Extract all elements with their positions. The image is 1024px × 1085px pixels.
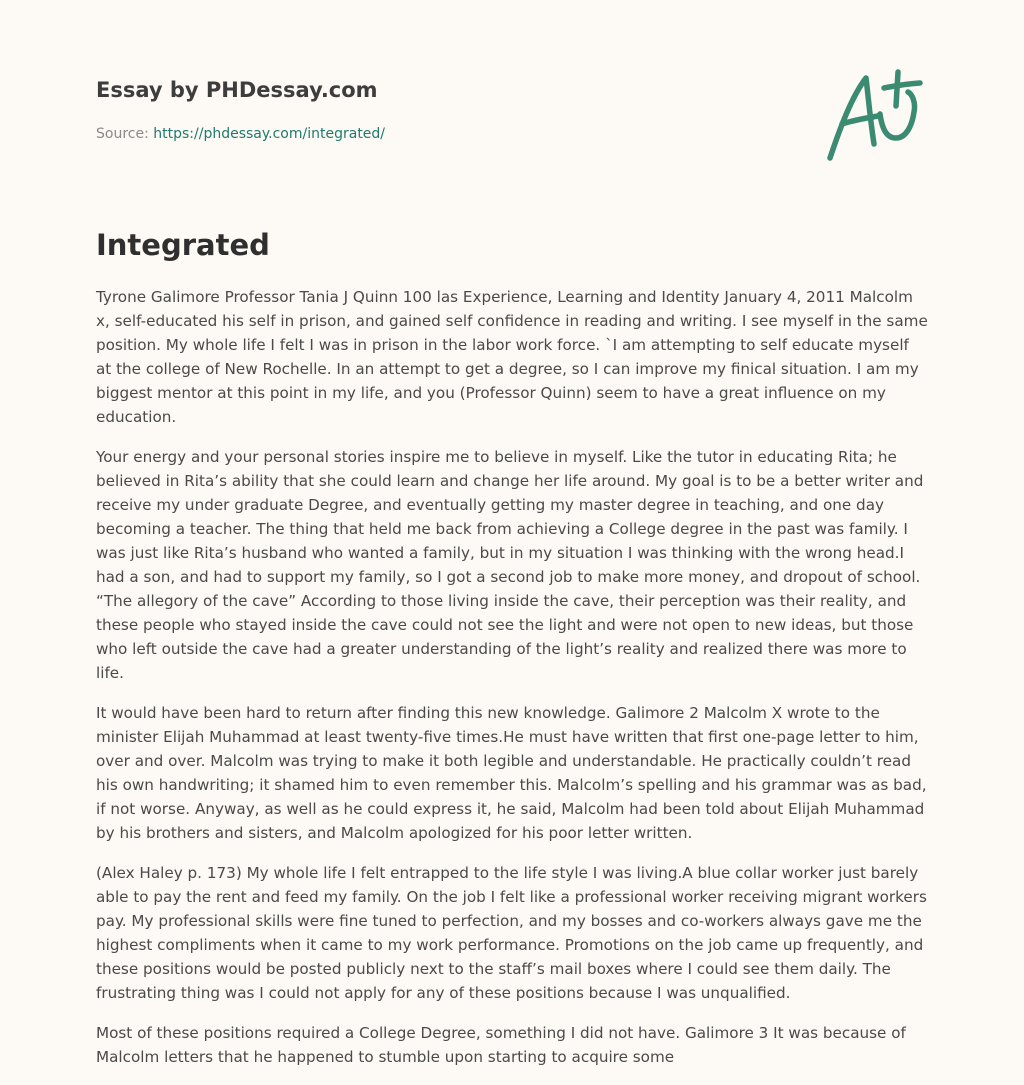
essay-paragraph: Tyrone Galimore Professor Tania J Quinn 100 las Experience, Learning and Identity January 4, 2011 Malcolm x, self-educated his self in prison, and gained self confidence in reading and writing. I see myself in the same position. My whole life I felt I was in prison in the labor work force. `I am attempting to self educate myself at the college of New Rochelle. In an attempt to get a degree, so I can improve my finical situation. I am my biggest mentor at this point in my life, and you (Professor Quinn) seem to have a great influence on my education.: [96, 288, 928, 426]
site-title: Essay by PHDessay.com: [96, 78, 378, 102]
essay-paragraph: Most of these positions required a College Degree, something I did not have. Galimore 3 It was because of Malcolm letters that he happened to stumble upon starting to acquire some: [96, 1024, 906, 1066]
source-label: Source:: [96, 126, 149, 142]
source-link[interactable]: https://phdessay.com/integrated/: [153, 126, 386, 142]
essay-paragraph: Your energy and your personal stories inspire me to believe in myself. Like the tutor in educating Rita; he believed in Rita’s ability that she could learn and change her life around. My goal is to be a better writer and receive my under graduate Degree, and eventually getting my master degree in teaching, and one day becoming a teacher. The thing that held me back from achieving a College degree in the past was family. I was just like Rita’s husband who wanted a family, but in my situation I was thinking with the wrong head.I had a son, and had to support my family, so I got a second job to make more money, and dropout of school. “The allegory of the cave” According to those living inside the cave, their perception was their reality, and these people who stayed inside the cave could not see the light and were not open to new ideas, but those who left outside the cave had a greater understanding of the light’s reality and realized there was more to life.: [96, 448, 924, 682]
essay-paragraph: (Alex Haley p. 173) My whole life I felt entrapped to the life style I was living.A blue collar worker just barely able to pay the rent and feed my family. On the job I felt like a professional worker receiving migrant workers pay. My professional skills were fine tuned to perfection, and my bosses and co-workers always gave me the highest compliments when it came to my work performance. Promotions on the job came up frequently, and these positions would be posted publicly next to the staff’s mail boxes where I could see them daily. The frustrating thing was I could not apply for any of these positions because I was unqualified.: [96, 864, 927, 1002]
essay-body: [96, 285, 928, 1085]
page-header: [96, 76, 796, 144]
a-plus-logo: [822, 66, 930, 166]
a-plus-logo-graphic: [822, 66, 930, 166]
essay-title: Integrated: [96, 228, 270, 262]
essay-paragraph: It would have been hard to return after finding this new knowledge. Galimore 2 Malcolm X wrote to the minister Elijah Muhammad at least twenty-five times.He must have written that first one-page letter to him, over and over. Malcolm was trying to make it both legible and understandable. He practically couldn’t read his own handwriting; it shamed him to even remember this. Malcolm’s spelling and his grammar was as bad, if not worse. Anyway, as well as he could express it, he said, Malcolm had been told about Elijah Muhammad by his brothers and sisters, and Malcolm apologized for his poor letter written.: [96, 704, 927, 842]
source-line: [96, 124, 796, 144]
